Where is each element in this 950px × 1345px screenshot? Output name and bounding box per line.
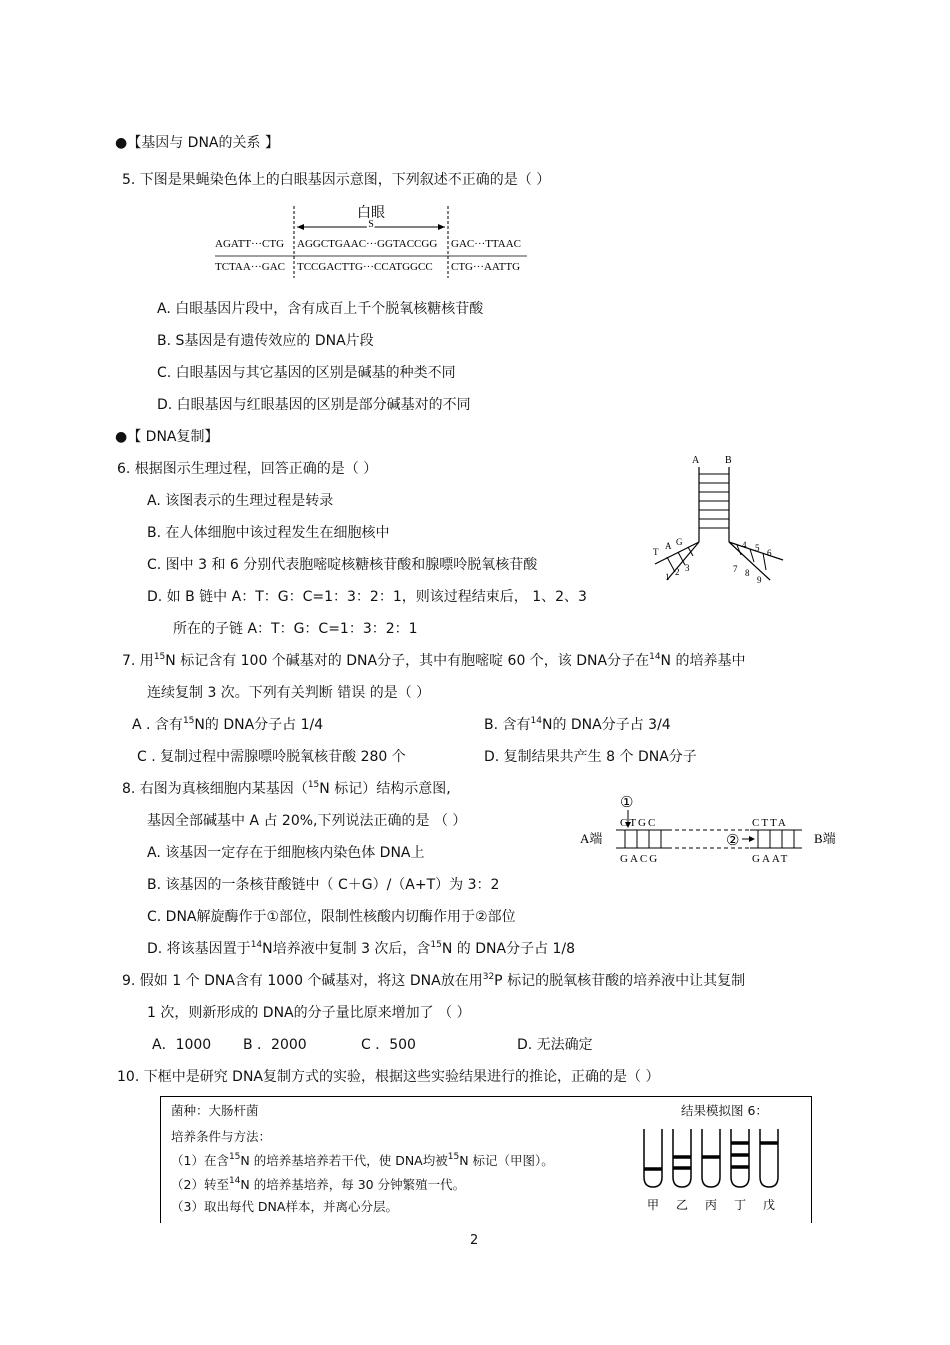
box-species: 菌种：大肠杆菌 bbox=[171, 1103, 259, 1118]
q5-option-d: D. 白眼基因与红眼基因的区别是部分碱基对的不同 bbox=[157, 397, 471, 413]
svg-text:G: G bbox=[676, 537, 683, 547]
svg-text:3: 3 bbox=[685, 563, 690, 573]
q10-stem: 10. 下框中是研究 DNA复制方式的实验，根据这些实验结果进行的推论，正确的是（ ） bbox=[117, 1069, 660, 1085]
q8-option-d: D. 将该基因置于$^{14}$N培养液中复制 3 次后，含$^{15}$N 的 DNA分子占 1/8 bbox=[147, 940, 576, 957]
q5-stem: 5. 下图是果蝇染色体上的白眼基因示意图，下列叙述不正确的是（ ） bbox=[122, 172, 551, 188]
q7-option-a: A . 含有$^{15}$N的 DNA分子占 1/4 bbox=[132, 716, 324, 733]
q7-option-d: D. 复制结果共产生 8 个 DNA分子 bbox=[484, 749, 697, 765]
q8-stem: 8. 右图为真核细胞内某基因（$^{15}$N 标记）结构示意图, bbox=[122, 780, 451, 797]
white-eye-label: 白眼 bbox=[357, 206, 385, 221]
svg-text:9: 9 bbox=[757, 575, 762, 585]
seq-bot-right: CTG···AATTG bbox=[451, 261, 521, 273]
section-heading-gene-dna: ●【基因与 DNA的关系 】 bbox=[115, 135, 279, 151]
svg-text:B: B bbox=[725, 455, 732, 466]
s-label: S bbox=[368, 219, 374, 230]
tube-label-ding: 丁 bbox=[733, 1198, 747, 1212]
replication-fork-diagram bbox=[645, 452, 795, 587]
q7-stem: 7. 用$^{15}$N 标记含有 100 个碱基对的 DNA分子，其中有胞嘧啶 60 个，该 DNA分子在$^{14}$N 的培养基中 bbox=[122, 652, 746, 669]
svg-text:7: 7 bbox=[733, 564, 738, 574]
q8-option-b: B. 该基因的一条核苷酸链中（ C＋G）/（A+T）为 3：2 bbox=[147, 877, 500, 893]
box-result-title: 结果模拟图 6： bbox=[681, 1103, 768, 1118]
svg-text:1: 1 bbox=[665, 572, 670, 582]
gene-structure-diagram bbox=[578, 788, 846, 868]
svg-text:②: ② bbox=[726, 833, 740, 849]
q5-option-c: C. 白眼基因与其它基因的区别是碱基的种类不同 bbox=[157, 365, 456, 381]
q9-option-d: D. 无法确定 bbox=[517, 1037, 593, 1053]
box-step-1: （1）在含$^{15}$N 的培养基培养若干代，使 DNA均被$^{15}$N 标记（甲图）。 bbox=[171, 1152, 554, 1168]
section-heading-dna-replication: ●【 DNA复制】 bbox=[115, 429, 219, 445]
svg-text:A: A bbox=[692, 455, 700, 466]
box-step-3: （3）取出每代 DNA样本，并离心分层。 bbox=[171, 1199, 398, 1214]
q9-stem: 9. 假如 1 个 DNA含有 1000 个碱基对，将这 DNA放在用$^{32}$P 标记的脱氧核苷酸的培养液中让其复制 bbox=[122, 972, 746, 989]
q8-option-c: C. DNA解旋酶作于①部位，限制性核酸内切酶作用于②部位 bbox=[147, 909, 516, 925]
seq-top-mid: AGGCTGAAC···GGTACCGG bbox=[297, 238, 438, 250]
q6-option-a: A. 该图表示的生理过程是转录 bbox=[147, 493, 334, 509]
seq-bot-mid: TCCGACTTG···CCATGGCC bbox=[297, 261, 433, 273]
q9-stem-line2: 1 次，则新形成的 DNA的分子量比原来增加了 （ ） bbox=[147, 1005, 471, 1021]
svg-text:①: ① bbox=[620, 795, 634, 811]
svg-text:B端: B端 bbox=[814, 831, 836, 846]
seq-bot-left: TCTAA···GAC bbox=[215, 261, 285, 273]
q7-option-c: C . 复制过程中需腺嘌呤脱氧核苷酸 280 个 bbox=[137, 749, 406, 765]
q9-option-c: C ．500 bbox=[361, 1037, 416, 1053]
tube-label-bing: 丙 bbox=[704, 1198, 718, 1212]
tube-label-yi: 乙 bbox=[675, 1198, 689, 1212]
q6-option-d: D. 如 B 链中 A：T：G：C=1：3：2：1，则该过程结束后， 1、2、3 bbox=[147, 589, 587, 605]
q6-option-d-cont: 所在的子链 A：T：G：C=1：3：2：1 bbox=[173, 621, 418, 637]
svg-text:A: A bbox=[665, 541, 672, 551]
q9-option-a: A．1000 bbox=[152, 1037, 212, 1053]
svg-text:2: 2 bbox=[675, 567, 680, 577]
svg-text:CTTA: CTTA bbox=[752, 817, 788, 829]
svg-text:5: 5 bbox=[755, 543, 760, 553]
svg-text:4: 4 bbox=[742, 540, 747, 550]
centrifuge-tubes bbox=[641, 1125, 801, 1221]
svg-text:6: 6 bbox=[767, 548, 772, 558]
q7-stem-line2: 连续复制 3 次。下列有关判断 错误 的是（ ） bbox=[147, 685, 431, 701]
q7-option-b: B. 含有$^{14}$N的 DNA分子占 3/4 bbox=[484, 716, 671, 733]
svg-text:T: T bbox=[653, 547, 659, 557]
box-step-2: （2）转至$^{14}$N 的培养基培养，每 30 分钟繁殖一代。 bbox=[171, 1176, 466, 1192]
tube-label-jia: 甲 bbox=[646, 1198, 660, 1212]
q9-option-b: B ．2000 bbox=[243, 1037, 307, 1053]
seq-top-left: AGATT···CTG bbox=[215, 238, 285, 250]
experiment-box bbox=[160, 1096, 812, 1223]
q6-option-b: B. 在人体细胞中该过程发生在细胞核中 bbox=[147, 525, 390, 541]
svg-text:8: 8 bbox=[745, 568, 750, 578]
q5-option-b: B. S基因是有遗传效应的 DNA片段 bbox=[157, 333, 374, 349]
q5-option-a: A. 白眼基因片段中，含有成百上千个脱氧核糖核苷酸 bbox=[157, 301, 484, 317]
svg-text:GAAT: GAAT bbox=[752, 853, 790, 865]
svg-text:A端: A端 bbox=[580, 831, 603, 846]
white-eye-gene-diagram bbox=[205, 200, 535, 280]
tube-label-wu: 戊 bbox=[762, 1198, 776, 1212]
q8-stem-line2: 基因全部碱基中 A 占 20%,下列说法正确的是 （ ） bbox=[147, 813, 467, 829]
q6-option-c: C. 图中 3 和 6 分别代表胞嘧啶核糖核苷酸和腺嘌呤脱氧核苷酸 bbox=[147, 557, 538, 573]
seq-top-right: GAC···TTAAC bbox=[451, 238, 521, 250]
box-method: 培养条件与方法： bbox=[171, 1129, 272, 1144]
q8-option-a: A. 该基因一定存在于细胞核内染色体 DNA上 bbox=[147, 845, 425, 861]
svg-text:GACG: GACG bbox=[620, 853, 660, 865]
page-number: 2 bbox=[470, 1233, 479, 1248]
q6-stem: 6. 根据图示生理过程，回答正确的是（ ） bbox=[117, 461, 378, 477]
svg-text:CTGC: CTGC bbox=[620, 817, 658, 829]
